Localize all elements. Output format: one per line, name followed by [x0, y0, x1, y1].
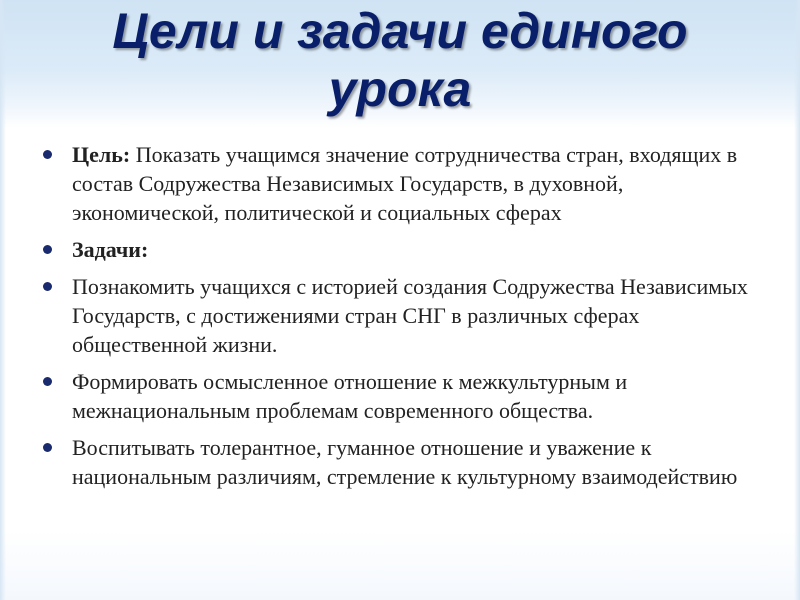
footer-gradient-band	[0, 530, 800, 600]
bullet-task-2-text: Формировать осмысленное отношение к межкультурным и межнациональным проблемам современного общества.	[72, 369, 628, 423]
bullet-icon	[43, 245, 52, 254]
bullet-icon	[43, 150, 52, 159]
slide-title-line-2: урока	[328, 61, 472, 117]
slide-title	[0, 2, 800, 118]
bullet-goal-label: Цель:	[72, 142, 131, 167]
bullet-goal	[40, 140, 770, 227]
bullet-icon	[43, 282, 52, 291]
bullet-tasks-heading	[40, 235, 770, 264]
bullet-task-1	[40, 272, 770, 359]
bullet-icon	[43, 443, 52, 452]
bullet-task-3	[40, 433, 770, 491]
bullet-goal-text: Показать учащимся значение сотрудничества стран, входящих в состав Содружества Независимых Государств, в духовной, экономической, политической и социальных сферах	[72, 142, 738, 225]
bullet-task-3-text: Воспитывать толерантное, гуманное отношение и уважение к национальным различиям, стремление к культурному взаимодействию	[72, 435, 738, 489]
bullet-tasks-label: Задачи:	[72, 237, 149, 262]
bullet-list	[40, 140, 770, 499]
bullet-icon	[43, 377, 52, 386]
bullet-task-1-text: Познакомить учащихся с историей создания Содружества Независимых Государств, с достижениями стран СНГ в различных сферах общественной жизни.	[72, 274, 748, 357]
bullet-task-2	[40, 367, 770, 425]
slide-title-line-1: Цели и задачи единого	[112, 3, 688, 59]
